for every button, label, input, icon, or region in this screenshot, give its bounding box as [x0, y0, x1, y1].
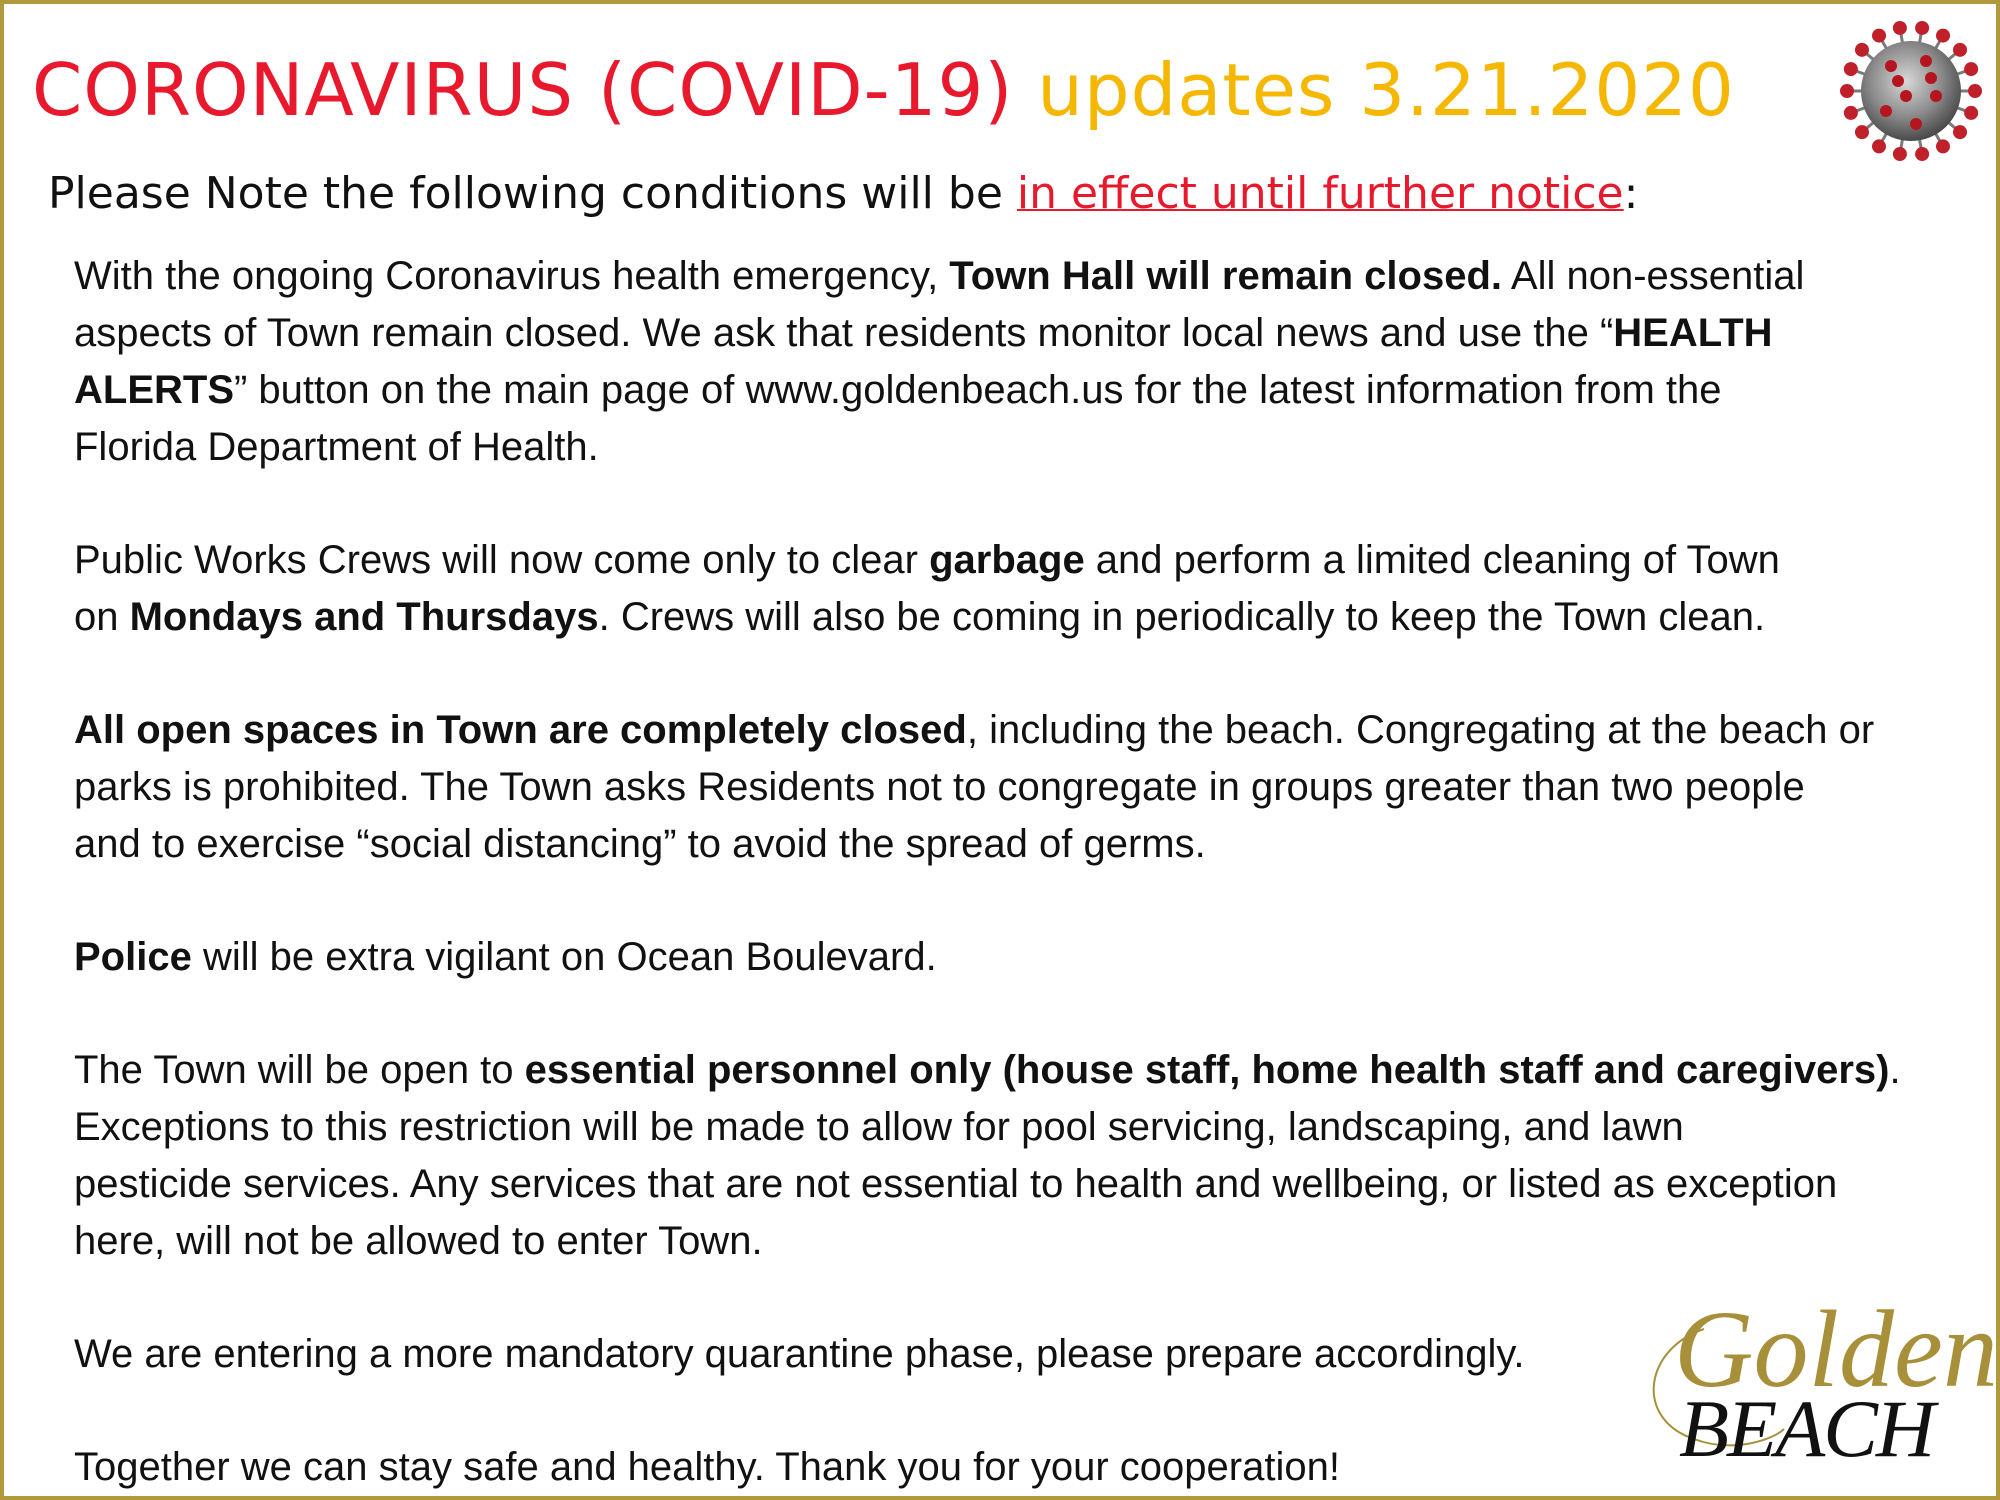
paragraph-open-spaces [74, 702, 1974, 873]
golden-beach-logo [1634, 1288, 1998, 1474]
paragraph-public-works [74, 532, 1974, 646]
paragraph-town-hall [74, 248, 1974, 476]
notice-emphasis: in effect until further notice [1016, 168, 1624, 219]
title-main: CORONAVIRUS (COVID-19) [32, 48, 1014, 132]
text-bold: Mondays and Thursdays [129, 595, 599, 639]
notice-lead: Please Note the following conditions will be [48, 168, 1017, 219]
virus-spike-tip [1964, 62, 1978, 76]
virus-spike-tip [1855, 43, 1869, 57]
virus-spike-tip [1936, 29, 1950, 43]
virus-spike-tip [1855, 125, 1869, 139]
coronavirus-icon [1836, 16, 1986, 166]
text: pesticide services. Any services that are not essential to health and wellbeing, or listed as exception [74, 1162, 1838, 1206]
virus-spike-tip [1964, 106, 1978, 120]
virus-spike-tip [1915, 147, 1929, 161]
text: . Crews will also be coming in periodically to keep the Town clean. [598, 595, 1766, 639]
page-title [32, 42, 1735, 138]
virus-surface-dot [1892, 75, 1904, 87]
paragraph-closing: Together we can stay safe and healthy. Thank you for your cooperation! [74, 1445, 1340, 1489]
text: The Town will be open to [74, 1048, 525, 1092]
virus-spike-tip [1915, 21, 1929, 35]
virus-surface-dot [1880, 105, 1892, 117]
text-bold: Police [74, 935, 192, 979]
text-bold: garbage [929, 538, 1085, 582]
virus-surface-dot [1885, 60, 1897, 72]
text: All non-essential [1502, 254, 1805, 298]
virus-spike-tip [1844, 106, 1858, 120]
virus-spike-tip [1936, 139, 1950, 153]
virus-surface-dot [1925, 72, 1937, 84]
virus-spike-tip [1872, 29, 1886, 43]
text-bold: All open spaces in Town are completely closed [74, 708, 967, 752]
text-bold: essential personnel only (house staff, home health staff and caregivers) [524, 1048, 1890, 1092]
text: . [1889, 1048, 1901, 1092]
virus-spike-tip [1872, 139, 1886, 153]
virus-surface-dot [1910, 118, 1922, 130]
paragraph-quarantine: We are entering a more mandatory quarantine phase, please prepare accordingly. [74, 1332, 1525, 1376]
virus-spike-tip [1953, 43, 1967, 57]
text: aspects of Town remain closed. We ask that residents monitor local news and use the “ [74, 311, 1614, 355]
virus-spike-tip [1953, 125, 1967, 139]
logo-beach-text: BEACH [1679, 1383, 1934, 1474]
virus-surface-dot [1930, 90, 1942, 102]
text: will be extra vigilant on Ocean Boulevard. [191, 935, 937, 979]
text-bold: Town Hall will remain closed. [949, 254, 1503, 298]
notice-heading [48, 164, 1638, 224]
text-bold: HEALTH [1613, 311, 1773, 355]
text: , including the beach. Congregating at the beach or [966, 708, 1875, 752]
text: on [74, 595, 130, 639]
paragraph-police [74, 929, 1974, 986]
virus-spike-tip [1840, 84, 1854, 98]
text: here, will not be allowed to enter Town. [74, 1219, 763, 1263]
virus-spike-tip [1893, 147, 1907, 161]
text: Public Works Crews will now come only to clear [74, 538, 930, 582]
text: Florida Department of Health. [74, 425, 599, 469]
text: and to exercise “social distancing” to avoid the spread of germs. [74, 822, 1206, 866]
title-date: updates 3.21.2020 [1037, 48, 1735, 132]
logo-golden-text: Golden [1674, 1288, 1998, 1410]
text: Exceptions to this restriction will be made to allow for pool servicing, landscaping, and lawn [74, 1105, 1684, 1149]
text-bold: ALERTS [74, 368, 234, 412]
text: With the ongoing Coronavirus health emergency, [74, 254, 950, 298]
paragraph-essential-personnel [74, 1042, 1974, 1270]
virus-spike-tip [1968, 84, 1982, 98]
text: ” button on the main page of www.goldenbeach.us for the latest information from the [234, 368, 1722, 412]
text: parks is prohibited. The Town asks Residents not to congregate in groups greater than two people [74, 765, 1805, 809]
notice-trail: : [1623, 168, 1639, 219]
virus-spike-tip [1893, 21, 1907, 35]
virus-surface-dot [1900, 90, 1912, 102]
virus-spike-tip [1844, 62, 1858, 76]
text: and perform a limited cleaning of Town [1084, 538, 1780, 582]
virus-surface-dot [1920, 55, 1932, 67]
